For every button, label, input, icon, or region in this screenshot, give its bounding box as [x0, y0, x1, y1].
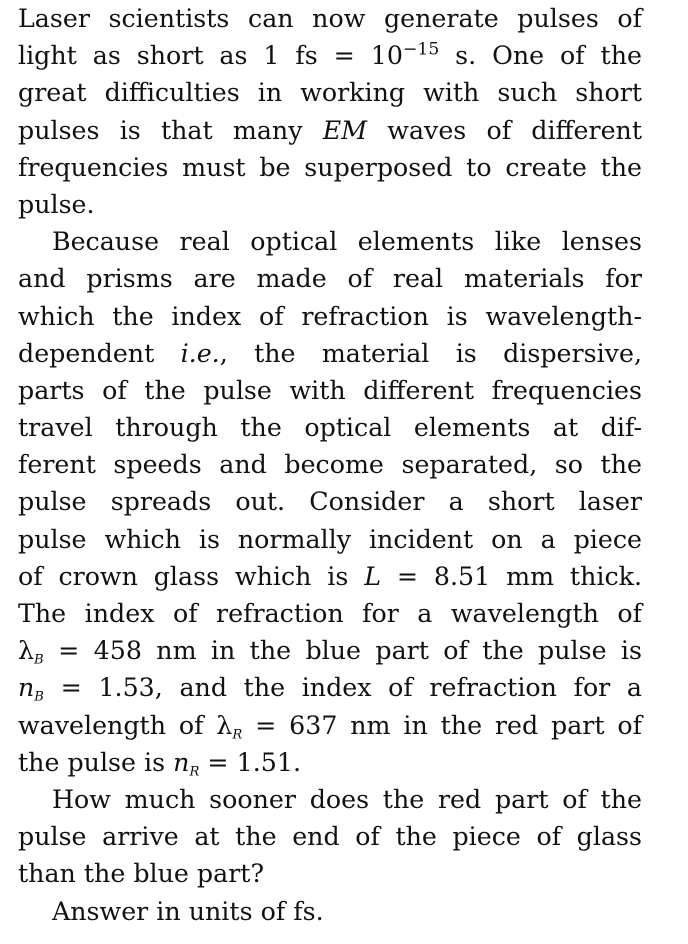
- subscript: R: [232, 727, 243, 743]
- text-line: ferent speeds and become separated, so the: [18, 450, 642, 480]
- subscript: R: [189, 764, 200, 780]
- text-line: than the blue part?: [18, 859, 265, 889]
- text-line: $n_B = 1.53$, and the index of refraction for a: [18, 673, 642, 705]
- text-line: and prisms are made of real materials for: [18, 264, 642, 294]
- text-line: pulses is that many EM waves of different: [18, 115, 642, 145]
- paragraph-answer-units: [18, 893, 642, 930]
- text-line: of crown glass which is L = 8.51 mm thick.: [18, 561, 642, 591]
- math-symbol: EM: [322, 115, 368, 145]
- text-line: parts of the pulse with different frequencies: [18, 375, 642, 405]
- math-symbol: n: [173, 747, 190, 777]
- text-line: How much sooner does the red part of the: [52, 784, 642, 814]
- text-line: wavelength of $\lambda_R = 637$ nm in the red part of: [18, 710, 642, 743]
- paragraph-question: [18, 781, 642, 893]
- text-line: which the index of refraction is wavelength-: [18, 301, 642, 331]
- text-line: Because real optical elements like lenses: [52, 227, 642, 257]
- text-line: The index of refraction for a wavelength of: [18, 599, 642, 628]
- superscript: −15: [402, 39, 440, 60]
- problem-text: [18, 0, 642, 930]
- math-symbol: n: [18, 673, 35, 703]
- text-line: Laser scientists can now generate pulses of: [18, 4, 642, 33]
- text-line: pulse which is normally incident on a piece: [18, 524, 642, 554]
- text-line: pulse spreads out. Consider a short laser: [18, 487, 642, 517]
- text-line: travel through the optical elements at dif-: [18, 413, 642, 443]
- text-line: light as short as 1 fs = $10^{-15}$ s. One of the: [18, 39, 642, 71]
- subscript: B: [34, 689, 44, 705]
- text-line: pulse arrive at the end of the piece of glass: [18, 822, 642, 852]
- text-line: frequencies must be superposed to create the: [18, 152, 642, 182]
- math-symbol: i.e.: [180, 338, 220, 368]
- text-line: great difficulties in working with such short: [18, 78, 642, 108]
- paragraph-dispersion: [18, 223, 642, 781]
- text-line: Answer in units of fs.: [52, 896, 324, 926]
- math-symbol: L: [364, 561, 381, 591]
- text-line: $\lambda_B = 458$ nm in the blue part of the pulse is: [18, 636, 642, 668]
- paragraph-intro: [18, 0, 642, 223]
- text-line: pulse.: [18, 189, 95, 219]
- text-line: dependent i.e., the material is dispersive,: [18, 338, 642, 368]
- text-line: the pulse is $n_R = 1.51$.: [18, 747, 302, 780]
- subscript: B: [34, 652, 44, 668]
